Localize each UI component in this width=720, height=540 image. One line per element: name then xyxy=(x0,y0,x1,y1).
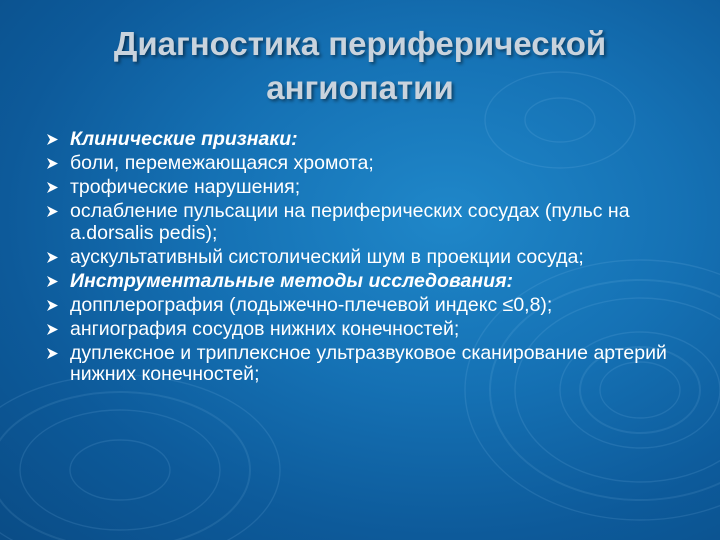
arrowhead-bullet-icon xyxy=(46,251,59,264)
slide-title xyxy=(0,22,720,110)
bullet-item xyxy=(46,177,696,199)
arrowhead-bullet-icon xyxy=(46,157,59,170)
arrowhead-bullet-icon xyxy=(46,181,59,194)
bullet-item-instrumental-heading xyxy=(46,271,696,293)
bullet-item xyxy=(46,343,696,386)
arrowhead-bullet-icon xyxy=(46,347,59,360)
arrowhead-bullet-icon xyxy=(46,205,59,218)
bullet-item-clinical-heading xyxy=(46,129,696,151)
slide-title-line-1: Диагностика периферической xyxy=(113,25,607,62)
bullet-item xyxy=(46,153,696,175)
bullet-text: допплерография (лодыжечно-плечевой индекс ≤0,8); xyxy=(70,293,553,316)
bullet-item xyxy=(46,319,696,341)
bullet-text: боли, перемежающаяся хромота; xyxy=(70,152,374,174)
bullet-item xyxy=(46,201,696,244)
bullet-text: дуплексное и триплексное ультразвуковое сканирование артерий нижних конечностей; xyxy=(70,341,667,385)
bullet-text: Инструментальные методы исследования: xyxy=(70,269,514,292)
bullet-text: ослабление пульсации на периферических сосудах (пульс на a.dorsalis pedis); xyxy=(70,200,630,244)
bullet-text: трофические нарушения; xyxy=(70,176,301,198)
bullet-text: аускультативный систолический шум в проекции сосуда; xyxy=(70,245,584,268)
arrowhead-bullet-icon xyxy=(46,133,59,146)
bullet-item xyxy=(46,247,696,269)
bullet-text: ангиография сосудов нижних конечностей; xyxy=(70,317,460,340)
arrowhead-bullet-icon xyxy=(46,323,59,336)
bullet-list xyxy=(46,129,696,388)
arrowhead-bullet-icon xyxy=(46,275,59,288)
bullet-item xyxy=(46,295,696,317)
arrowhead-bullet-icon xyxy=(46,299,59,312)
slide-title-line-2: ангиопатии xyxy=(266,69,454,106)
bullet-text: Клинические признаки: xyxy=(70,128,298,150)
